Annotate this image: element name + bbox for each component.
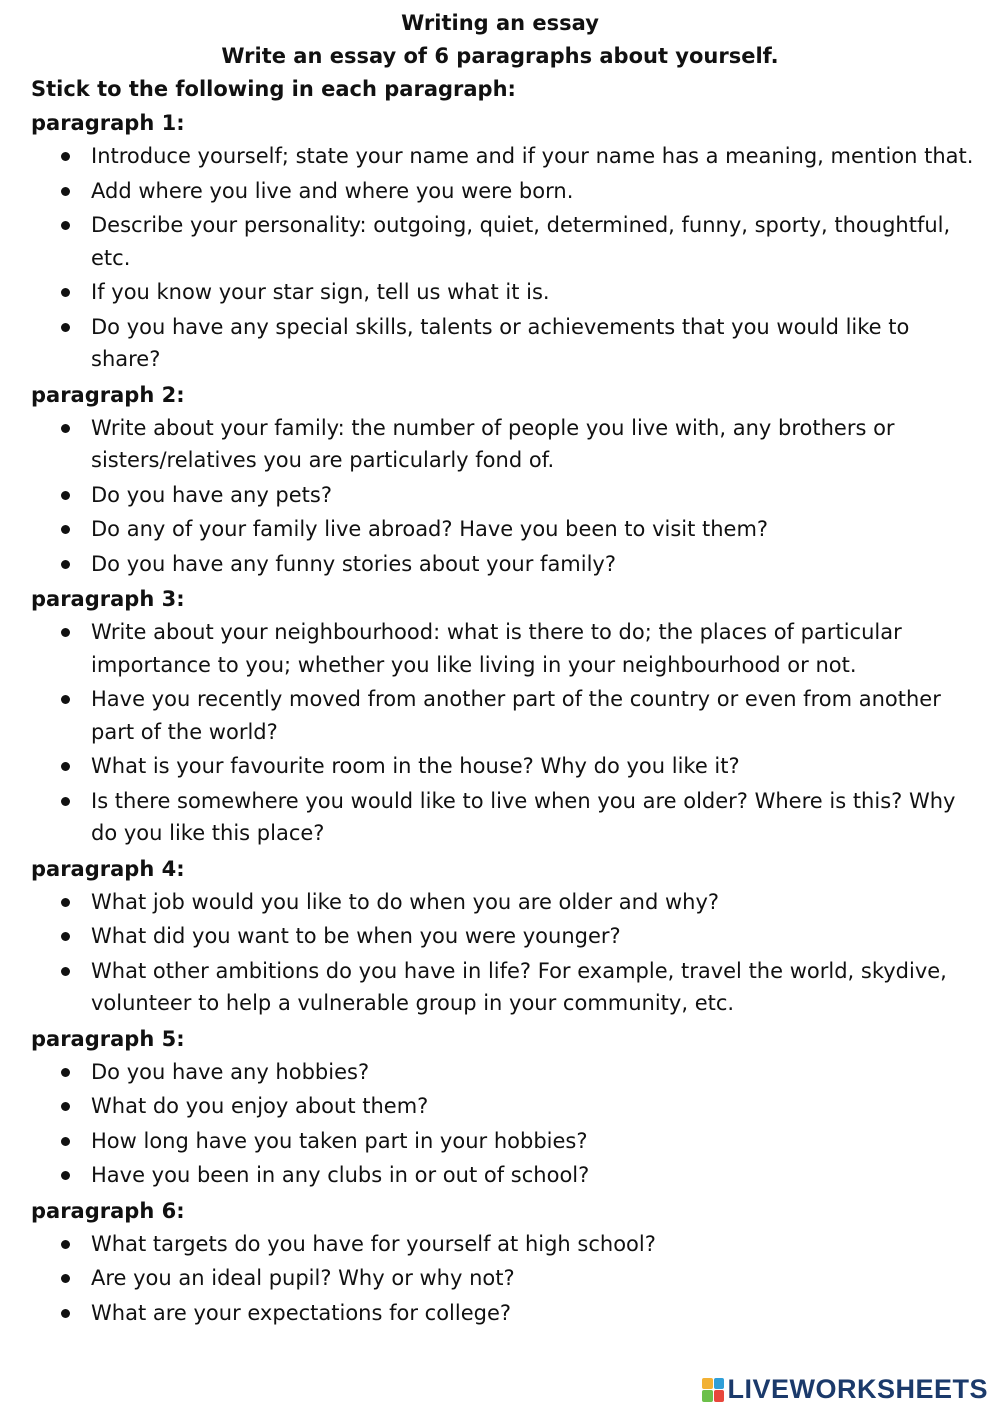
list-item	[0, 311, 1000, 376]
list-item	[0, 1090, 1000, 1123]
logo-tile-1	[702, 1378, 713, 1390]
bullet-icon	[61, 424, 70, 433]
paragraph-heading: paragraph 4:	[31, 856, 185, 881]
list-item-text: Describe your personality: outgoing, quiet, determined, funny, sporty, thoughtful, etc.	[91, 213, 951, 270]
list-item	[0, 276, 1000, 309]
bullet-icon	[61, 967, 70, 976]
bullet-icon	[61, 1309, 70, 1318]
bullet-icon	[61, 187, 70, 196]
instructions-intro: Stick to the following in each paragraph:	[31, 77, 516, 101]
page-title: Writing an essay	[401, 11, 599, 35]
list-item-text: Do you have any special skills, talents or achievements that you would like to share?	[91, 314, 910, 371]
bullet-list	[0, 1056, 1000, 1192]
bullet-icon	[61, 491, 70, 500]
list-item-text: Write about your family: the number of people you live with, any brothers or sisters/relatives you are particularly fond of.	[91, 415, 895, 472]
bullet-list	[0, 140, 1000, 376]
bullet-icon	[61, 1171, 70, 1180]
logo-tile-3	[702, 1390, 713, 1402]
list-item	[0, 683, 1000, 748]
bullet-icon	[61, 221, 70, 230]
paragraph-heading: paragraph 2:	[31, 382, 185, 407]
bullet-icon	[61, 695, 70, 704]
list-item	[0, 1262, 1000, 1295]
bullet-icon	[61, 288, 70, 297]
list-item-text: What is your favourite room in the house? Why do you like it?	[91, 754, 740, 778]
list-item	[0, 955, 1000, 1020]
list-item	[0, 920, 1000, 953]
list-item	[0, 1159, 1000, 1192]
list-item-text: Is there somewhere you would like to live when you are older? Where is this? Why do you like this place?	[91, 788, 956, 845]
list-item-text: Have you been in any clubs in or out of school?	[91, 1163, 590, 1187]
list-item-text: Add where you live and where you were born.	[91, 178, 574, 203]
list-item	[0, 513, 1000, 546]
list-item	[0, 750, 1000, 783]
list-item-text: Do any of your family live abroad? Have you been to visit them?	[91, 517, 769, 541]
list-item	[0, 1297, 1000, 1330]
list-item	[0, 209, 1000, 274]
page-subtitle: Write an essay of 6 paragraphs about yourself.	[221, 44, 779, 68]
list-item	[0, 1056, 1000, 1089]
brand-name: LIVEWORKSHEETS	[727, 1374, 988, 1404]
bullet-icon	[61, 628, 70, 637]
bullet-list	[0, 1228, 1000, 1330]
bullet-icon	[61, 323, 70, 332]
bullet-icon	[61, 1274, 70, 1283]
paragraph-heading: paragraph 5:	[31, 1026, 185, 1051]
bullet-list	[0, 886, 1000, 1020]
list-item	[0, 175, 1000, 208]
list-item	[0, 140, 1000, 173]
bullet-icon	[61, 762, 70, 771]
list-item-text: Do you have any hobbies?	[91, 1059, 370, 1084]
list-item-text: Have you recently moved from another part of the country or even from another part of the world?	[91, 687, 941, 744]
list-item-text: Write about your neighbourhood: what is there to do; the places of particular importance to you; whether you like living in your neighbourhood or not.	[91, 620, 902, 677]
bullet-list	[0, 412, 1000, 581]
list-item-text: Introduce yourself; state your name and if your name has a meaning, mention that.	[91, 144, 974, 168]
list-item-text: How long have you taken part in your hobbies?	[91, 1128, 588, 1153]
bullet-icon	[61, 525, 70, 534]
list-item	[0, 412, 1000, 477]
list-item	[0, 1125, 1000, 1158]
bullet-icon	[61, 898, 70, 907]
list-item-text: Do you have any funny stories about your family?	[91, 551, 617, 576]
bullet-icon	[61, 1137, 70, 1146]
list-item-text: What other ambitions do you have in life? For example, travel the world, skydive, volunteer to help a vulnerable group in your community, etc.	[91, 958, 947, 1015]
logo-tile-2	[714, 1378, 725, 1390]
bullet-icon	[61, 1068, 70, 1077]
list-item-text: If you know your star sign, tell us what it is.	[91, 280, 550, 304]
bullet-list	[0, 616, 1000, 850]
list-item-text: What job would you like to do when you are older and why?	[91, 889, 720, 914]
list-item-text: Are you an ideal pupil? Why or why not?	[91, 1266, 515, 1290]
list-item-text: What do you enjoy about them?	[91, 1094, 429, 1118]
bullet-icon	[61, 932, 70, 941]
logo-tile-4	[714, 1390, 725, 1402]
bullet-icon	[61, 797, 70, 806]
list-item-text: What did you want to be when you were younger?	[91, 924, 621, 948]
liveworksheets-logo-icon	[702, 1378, 724, 1402]
liveworksheets-brand	[702, 1374, 988, 1405]
paragraph-heading: paragraph 6:	[31, 1198, 185, 1223]
list-item	[0, 1228, 1000, 1261]
paragraph-heading: paragraph 1:	[31, 111, 185, 135]
paragraph-heading: paragraph 3:	[31, 587, 185, 611]
list-item-text: What are your expectations for college?	[91, 1300, 512, 1325]
list-item	[0, 548, 1000, 581]
list-item	[0, 616, 1000, 681]
bullet-icon	[61, 152, 70, 161]
list-item-text: What targets do you have for yourself at high school?	[91, 1231, 656, 1256]
paragraph-sections	[0, 106, 1000, 1329]
list-item	[0, 886, 1000, 919]
list-item-text: Do you have any pets?	[91, 482, 333, 507]
list-item	[0, 785, 1000, 850]
bullet-icon	[61, 1102, 70, 1111]
list-item	[0, 479, 1000, 512]
bullet-icon	[61, 1240, 70, 1249]
bullet-icon	[61, 560, 70, 569]
